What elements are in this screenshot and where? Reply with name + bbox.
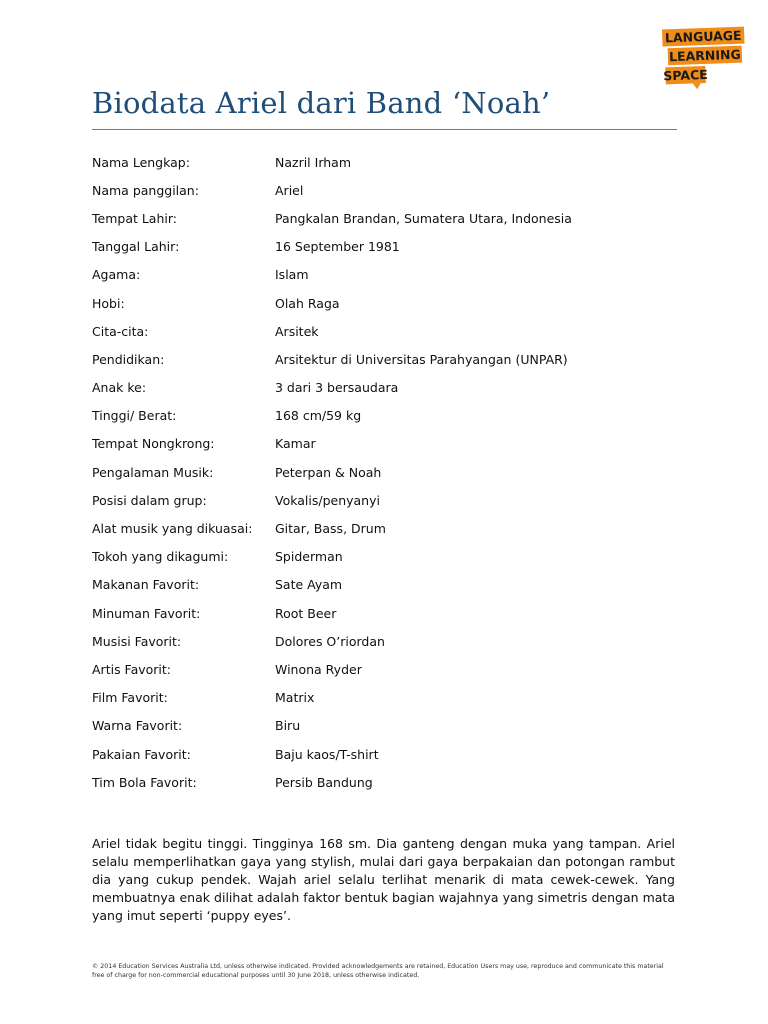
title-divider	[92, 129, 677, 130]
biodata-row	[92, 740, 677, 768]
row-label: Tim Bola Favorit:	[92, 774, 197, 790]
biodata-row	[92, 148, 677, 176]
row-value: Kamar	[275, 436, 316, 452]
row-value: Persib Bandung	[275, 774, 373, 790]
row-value: Arsitektur di Universitas Parahyangan (UNPAR)	[275, 351, 568, 367]
row-label: Musisi Favorit:	[92, 633, 182, 649]
biodata-row	[92, 543, 677, 571]
row-value: Peterpan & Noah	[275, 464, 382, 480]
row-label: Warna Favorit:	[92, 718, 183, 734]
row-value: Matrix	[275, 690, 315, 706]
page-title: Biodata Ariel dari Band ‘Noah’	[92, 86, 551, 120]
biodata-row	[92, 289, 677, 317]
row-value: Islam	[275, 267, 309, 283]
biodata-row	[92, 261, 677, 289]
biodata-row	[92, 655, 677, 683]
row-value: Biru	[275, 718, 301, 734]
language-learning-space-logo	[662, 26, 746, 90]
row-label: Tempat Lahir:	[92, 210, 177, 226]
row-value: Gitar, Bass, Drum	[275, 521, 386, 537]
biodata-row	[92, 712, 677, 740]
row-label: Nama Lengkap:	[92, 154, 190, 170]
row-value: Nazril Irham	[275, 154, 351, 170]
biodata-row	[92, 514, 677, 542]
row-label: Makanan Favorit:	[92, 577, 200, 593]
biodata-row	[92, 486, 677, 514]
row-value: Baju kaos/T-shirt	[275, 746, 379, 762]
logo-line-2: LEARNING	[668, 46, 741, 65]
row-value: Sate Ayam	[275, 577, 343, 593]
row-value: Winona Ryder	[275, 661, 362, 677]
biodata-row	[92, 430, 677, 458]
row-label: Alat musik yang dikuasai:	[92, 521, 253, 537]
biodata-row	[92, 345, 677, 373]
row-label: Nama panggilan:	[92, 182, 199, 198]
row-label: Tempat Nongkrong:	[92, 436, 215, 452]
row-label: Film Favorit:	[92, 690, 168, 706]
row-label: Tokoh yang dikagumi:	[92, 549, 229, 565]
biodata-row	[92, 374, 677, 402]
row-label: Tinggi/ Berat:	[92, 408, 177, 424]
biodata-row	[92, 599, 677, 627]
row-label: Pengalaman Musik:	[92, 464, 214, 480]
row-value: Dolores O’riordan	[275, 633, 385, 649]
logo-line-1: LANGUAGE	[664, 27, 742, 46]
biodata-row	[92, 684, 677, 712]
copyright-footer: © 2014 Education Services Australia Ltd, unless otherwise indicated. Provided acknowledgements are retained, Education Users may use, reproduce and communicate this material free of charge for non-commercial educational purposes until 30 June 2018, unless otherwise indicated.	[92, 963, 664, 979]
row-value: Pangkalan Brandan, Sumatera Utara, Indonesia	[275, 210, 572, 226]
biodata-row	[92, 402, 677, 430]
biodata-row	[92, 233, 677, 261]
row-label: Pakaian Favorit:	[92, 746, 191, 762]
row-label: Cita-cita:	[92, 323, 149, 339]
biodata-row	[92, 317, 677, 345]
row-value: 16 September 1981	[275, 239, 400, 255]
row-label: Artis Favorit:	[92, 661, 172, 677]
row-value: Vokalis/penyanyi	[275, 492, 380, 508]
biodata-row	[92, 458, 677, 486]
row-label: Agama:	[92, 267, 141, 283]
row-value: Olah Raga	[275, 295, 340, 311]
row-label: Anak ke:	[92, 380, 147, 396]
row-label: Minuman Favorit:	[92, 605, 201, 621]
logo-line-3: SPACE	[663, 66, 709, 84]
row-label: Hobi:	[92, 295, 125, 311]
biodata-row	[92, 571, 677, 599]
row-value: 3 dari 3 bersaudara	[275, 380, 399, 396]
row-label: Posisi dalam grup:	[92, 492, 207, 508]
row-value: Arsitek	[275, 323, 319, 339]
row-label: Pendidikan:	[92, 351, 165, 367]
description-paragraph: Ariel tidak begitu tinggi. Tingginya 168 sm. Dia ganteng dengan muka yang tampan. Ariel selalu memperlihatkan gaya yang stylish, mulai dari gaya berpakaian dan potongan rambut dia yang cukup pendek. Wajah ariel selalu terlihat menarik di mata cewek-cewek. Yang membuatnya enak dilihat adalah faktor bentuk bagian wajahnya yang simetris dengan mata yang imut seperti ‘puppy eyes’.	[92, 835, 675, 923]
biodata-row	[92, 768, 677, 796]
biodata-table	[92, 148, 677, 796]
row-value: Ariel	[275, 182, 304, 198]
row-value: Spiderman	[275, 549, 343, 565]
row-label: Tanggal Lahir:	[92, 239, 180, 255]
biodata-row	[92, 627, 677, 655]
row-value: Root Beer	[275, 605, 337, 621]
biodata-row	[92, 204, 677, 232]
biodata-row	[92, 176, 677, 204]
row-value: 168 cm/59 kg	[275, 408, 362, 424]
